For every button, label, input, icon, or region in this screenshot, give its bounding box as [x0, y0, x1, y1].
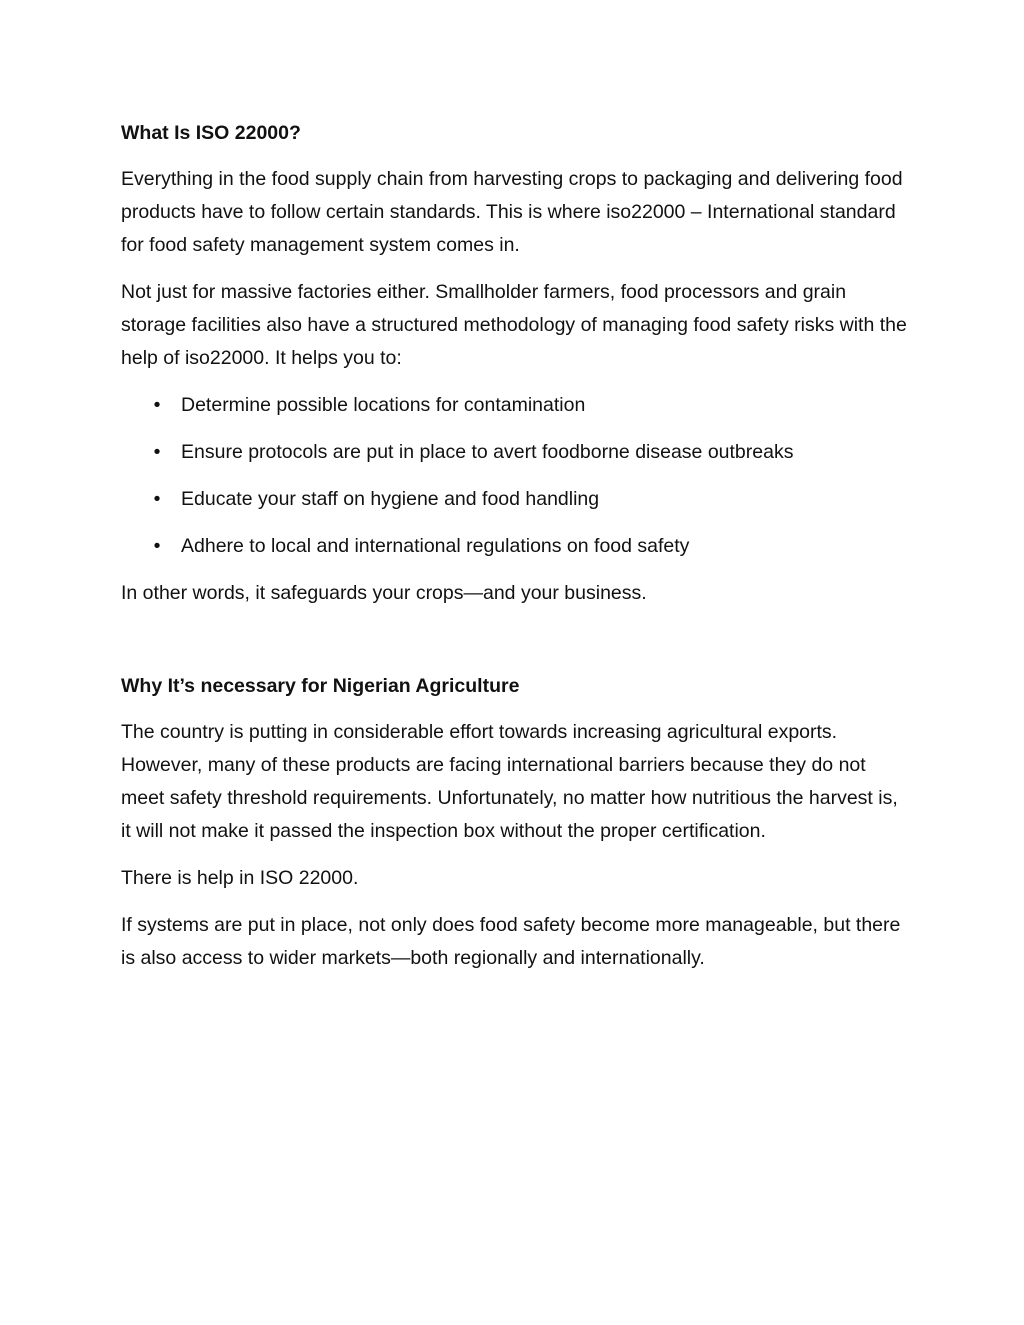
- section-heading: Why It’s necessary for Nigerian Agriculture: [121, 675, 520, 697]
- bullet-icon: •: [153, 394, 161, 416]
- list-item-text: Educate your staff on hygiene and food handling: [181, 488, 600, 510]
- benefits-list: [121, 389, 911, 563]
- paragraph: If systems are put in place, not only does food safety become more manageable, but there is also access to wider markets—both regionally and internationally.: [121, 914, 901, 969]
- list-item-text: Adhere to local and international regulations on food safety: [181, 535, 690, 557]
- list-item: [121, 436, 911, 469]
- bullet-icon: •: [153, 535, 161, 557]
- section-what-is-iso: [121, 117, 911, 610]
- paragraph: Everything in the food supply chain from harvesting crops to packaging and delivering food products have to follow certain standards. This is where iso22000 – International standard for food safety management system comes in.: [121, 168, 903, 256]
- list-item: [121, 483, 911, 516]
- list-item: [121, 530, 911, 563]
- bullet-icon: •: [153, 488, 161, 510]
- list-item: [121, 389, 911, 422]
- paragraph: Not just for massive factories either. Smallholder farmers, food processors and grain storage facilities also have a structured methodology of managing food safety risks with the help of iso22000. It helps you to:: [121, 281, 907, 369]
- paragraph: There is help in ISO 22000.: [121, 867, 359, 889]
- section-heading: What Is ISO 22000?: [121, 122, 301, 144]
- document-page: [121, 117, 911, 989]
- bullet-icon: •: [153, 441, 161, 463]
- list-item-text: Determine possible locations for contamination: [181, 394, 586, 416]
- list-item-text: Ensure protocols are put in place to avert foodborne disease outbreaks: [181, 441, 794, 463]
- paragraph: The country is putting in considerable effort towards increasing agricultural exports. However, many of these products are facing international barriers because they do not meet safety threshold requirements. Unfortunately, no matter how nutritious the harvest is, it will not make it passed the inspection box without the proper certification.: [121, 721, 898, 842]
- section-spacer: [121, 624, 911, 670]
- section-nigerian-agriculture: [121, 670, 911, 975]
- closing-paragraph: In other words, it safeguards your crops—and your business.: [121, 582, 647, 604]
